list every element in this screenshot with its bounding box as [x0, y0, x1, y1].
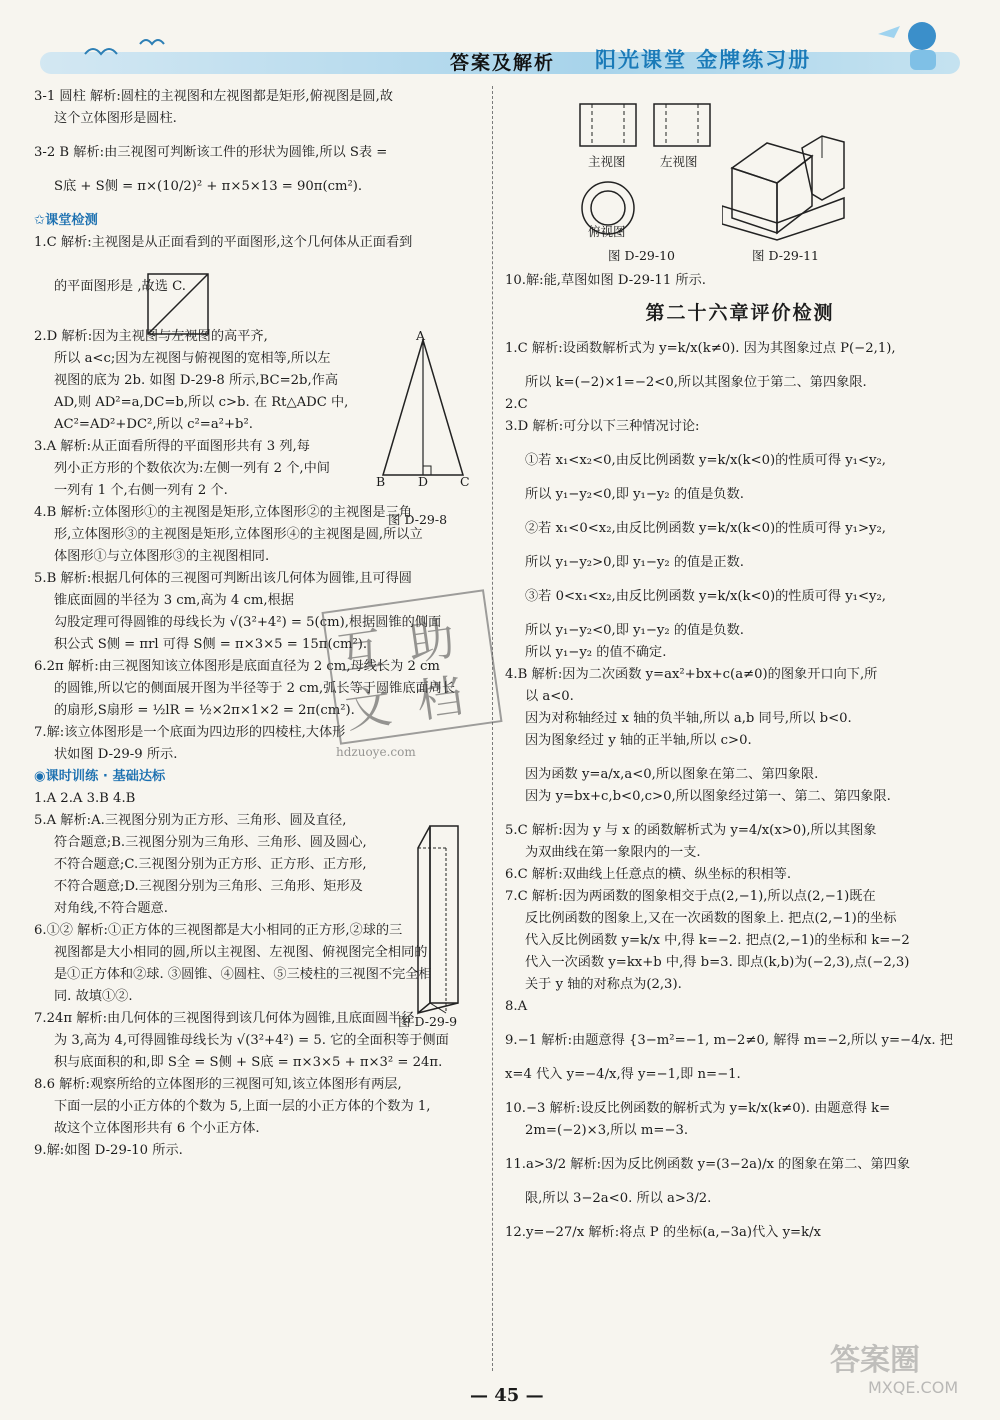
text-line: 锥底面圆的半径为 3 cm,高为 4 cm,根据 — [54, 593, 294, 608]
text-line: 这个立体图形是圆柱. — [54, 111, 177, 126]
text-line: 8.6 解析:观察所给的立体图形的三视图可知,该立体图形有两层, — [34, 1077, 402, 1092]
text-line: 的扇形,S扇形 = ½lR = ½×2π×1×2 = 2π(cm²). — [54, 703, 355, 718]
text-line: 符合题意;B.三视图分别为三角形、三角形、圆及圆心, — [54, 835, 367, 850]
header-brand: 阳光课堂 金牌练习册 — [595, 48, 812, 72]
text-line: 所以 k=(−2)×1=−2<0,所以其图象位于第二、第四象限. — [525, 375, 867, 390]
text-line: 6.2π 解析:由三视图知该立体图形是底面直径为 2 cm,母线长为 2 cm — [34, 659, 440, 674]
text-line: 的圆锥,所以它的侧面展开图为半径等于 2 cm,弧长等于圆锥底面周长 — [54, 681, 456, 696]
text-line: 体图形①与立体图形③的主视图相同. — [54, 549, 270, 564]
text-line: 11.a>3/2 解析:因为反比例函数 y=(3−2a)/x 的图象在第二、第四象 — [505, 1157, 911, 1172]
star-icon: ✩ — [34, 213, 46, 228]
text-line: 9.解:如图 D-29-10 所示. — [34, 1143, 183, 1158]
text-line: 5.A 解析:A.三视图分别为正方形、三角形、圆及直径, — [34, 813, 347, 828]
text-line: 故这个立体图形共有 6 个小正方体. — [54, 1121, 260, 1136]
text-line: 反比例函数的图象上,又在一次函数的图象上. 把点(2,−1)的坐标 — [525, 911, 897, 926]
text-line: 因为 y=bx+c,b<0,c>0,所以图象经过第一、第二、第四象限. — [525, 789, 891, 804]
text-line: 视图都是大小相同的圆,所以主视图、左视图、俯视图完全相同的 — [54, 945, 428, 960]
text-line: 所以 y₁−y₂>0,即 y₁−y₂ 的值是正数. — [525, 555, 744, 570]
text-line: 列小正方形的个数依次为:左侧一列有 2 个,中间 — [54, 461, 330, 476]
label-top-view: 俯视图 — [588, 224, 626, 239]
text-line: 2.D 解析:因为主视图与左视图的高平齐, — [34, 329, 268, 344]
label-b: B — [376, 474, 386, 489]
book-icon: ◉ — [34, 769, 46, 784]
text-line: 2m=(−2)×3,所以 m=−3. — [525, 1123, 689, 1138]
header-title: 答案及解析 — [450, 52, 556, 74]
text-line: 所以 y₁−y₂<0,即 y₁−y₂ 的值是负数. — [525, 487, 744, 502]
text-line: 以 a<0. — [525, 689, 574, 704]
right-column — [505, 270, 975, 1244]
text-line: 积公式 S侧 = πrl 可得 S侧 = π×3×5 = 15π(cm²). — [54, 637, 368, 652]
figure-caption-d29-11: 图 D-29-11 — [752, 248, 819, 263]
section-heading-class-check: ✩课堂检测 — [34, 213, 98, 228]
stamp-url: hdzuoye.com — [336, 745, 416, 759]
section-heading-practice: ◉课时训练 · 基础达标 — [34, 769, 166, 784]
text-line: 所以 a<c;因为左视图与俯视图的宽相等,所以左 — [54, 351, 331, 366]
text-line: 所以 y₁−y₂ 的值不确定. — [525, 645, 667, 660]
text-line: 4.B 解析:因为二次函数 y=ax²+bx+c(a≠0)的图象开口向下,所 — [505, 667, 878, 682]
text-line: 不符合题意;D.三视图分别为三角形、三角形、矩形及 — [54, 879, 363, 894]
text-line: 8.A — [505, 999, 528, 1014]
corner-watermark-url: MXQE.COM — [868, 1378, 959, 1397]
text-line: 一列有 1 个,右侧一列有 2 个. — [54, 483, 228, 498]
chapter-title: 第二十六章评价检测 — [645, 302, 835, 324]
text-line: 1.C 解析:设函数解析式为 y=k/x(k≠0). 因为其图象过点 P(−2,1), — [505, 341, 896, 356]
label-d: D — [418, 474, 429, 489]
mascot-icon — [870, 16, 950, 76]
text-line: 4.B 解析:立体图形①的主视图是矩形,立体图形②的主视图是三角 — [34, 505, 412, 520]
text-line: 3-1 圆柱 解析:圆柱的主视图和左视图都是矩形,俯视图是圆,故 — [34, 89, 393, 104]
text-line: 形,立体图形③的主视图是矩形,立体图形④的主视图是圆,所以立 — [54, 527, 423, 542]
text-line: 是①正方体和②球. ③圆锥、④圆柱、⑤三棱柱的三视图不完全相 — [54, 967, 432, 982]
page-number: — 45 — — [470, 1385, 544, 1406]
text-line: 7.24π 解析:由几何体的三视图得到该几何体为圆锥,且底面圆半径 — [34, 1011, 415, 1026]
three-views-figure-d29-10 — [578, 100, 718, 240]
text-line: 为双曲线在第一象限内的一支. — [525, 845, 701, 860]
text-line: x=4 代入 y=−4/x,得 y=−1,即 n=−1. — [505, 1067, 741, 1082]
text-line: 6.C 解析:双曲线上任意点的横、纵坐标的积相等. — [505, 867, 792, 882]
text-line: 7.解:该立体图形是一个底面为四边形的四棱柱,大体形 — [34, 725, 346, 740]
figure-caption-d29-10: 图 D-29-10 — [608, 248, 675, 263]
text-line: 因为函数 y=a/x,a<0,所以图象在第二、第四象限. — [525, 767, 819, 782]
column-divider — [492, 86, 493, 1371]
text-line: 因为图象经过 y 轴的正半轴,所以 c>0. — [525, 733, 752, 748]
text-line: ②若 x₁<0<x₂,由反比例函数 y=k/x(k<0)的性质可得 y₁>y₂, — [525, 521, 886, 536]
text-line: S底 + S侧 = π×(10/2)² + π×5×13 = 90π(cm²). — [54, 179, 363, 194]
text-line: 不符合题意;C.三视图分别为正方形、正方形、正方形, — [54, 857, 367, 872]
corner-watermark: 答案圈 — [830, 1343, 920, 1378]
text-line: 5.B 解析:根据几何体的三视图可判断出该几何体为圆锥,且可得圆 — [34, 571, 412, 586]
page-header — [40, 30, 960, 76]
text-line: 3.D 解析:可分以下三种情况讨论: — [505, 419, 700, 434]
label-c: C — [460, 474, 470, 489]
label-left-view: 左视图 — [660, 154, 698, 169]
text-line: 1.A 2.A 3.B 4.B — [34, 791, 136, 806]
text-line: 下面一层的小正方体的个数为 5,上面一层的小正方体的个数为 1, — [54, 1099, 431, 1114]
text-line: 1.C 解析:主视图是从正面看到的平面图形,这个几何体从正面看到 — [34, 235, 413, 250]
text-line: 对角线,不符合题意. — [54, 901, 168, 916]
text-line: 9.−1 解析:由题意得 {3−m²=−1, m−2≠0, 解得 m=−2,所以 y=−4/x. 把 — [505, 1033, 953, 1048]
triangle-figure-d29-8 — [368, 330, 478, 490]
sketch-figure-d29-11 — [722, 128, 852, 243]
text-line: 为 3,高为 4,可得圆锥母线长为 √(3²+4²) = 5. 它的全面积等于侧面 — [54, 1033, 449, 1048]
figure-caption-d29-9: 图 D-29-9 — [398, 1014, 458, 1029]
text-line: 6.①② 解析:①正方体的三视图都是大小相同的正方形,②球的三 — [34, 923, 403, 938]
text-line: 代入一次函数 y=kx+b 中,得 b=3. 即点(k,b)为(−2,3),点(−2,3) — [525, 955, 910, 970]
text-line: 5.C 解析:因为 y 与 x 的函数解析式为 y=4/x(x>0),所以其图象 — [505, 823, 877, 838]
text-line: 代入反比例函数 y=k/x 中,得 k=−2. 把点(2,−1)的坐标和 k=−2 — [525, 933, 910, 948]
text-line: 10.解:能,草图如图 D-29-11 所示. — [505, 273, 706, 288]
text-line: 所以 y₁−y₂<0,即 y₁−y₂ 的值是负数. — [525, 623, 744, 638]
text-line: 3-2 B 解析:由三视图可判断该工件的形状为圆锥,所以 S表 = — [34, 145, 388, 160]
figure-caption-d29-8: 图 D-29-8 — [388, 512, 448, 527]
text-line: 7.C 解析:因为两函数的图象相交于点(2,−1),所以点(2,−1)既在 — [505, 889, 876, 904]
text-line: 3.A 解析:从正面看所得的平面图形共有 3 列,每 — [34, 439, 310, 454]
text-line: 勾股定理可得圆锥的母线长为 √(3²+4²) = 5(cm),根据圆锥的侧面 — [54, 615, 442, 630]
text-line: AC²=AD²+DC²,所以 c²=a²+b². — [54, 417, 253, 432]
text-line: 12.y=−27/x 解析:将点 P 的坐标(a,−3a)代入 y=k/x — [505, 1225, 821, 1240]
label-a: A — [416, 328, 426, 343]
text-line: 的平面图形是 ,故选 C. — [54, 279, 186, 294]
text-line: 2.C — [505, 397, 528, 412]
text-line: AD,则 AD²=a,DC=b,所以 c>b. 在 Rt△ADC 中, — [54, 395, 349, 410]
text-line: 视图的底为 2b. 如图 D-29-8 所示,BC=2b,作高 — [54, 373, 339, 388]
text-line: 关于 y 轴的对称点为(2,3). — [525, 977, 682, 992]
prism-figure-d29-9 — [410, 818, 470, 1018]
stamp-watermark: 互 助 文 档 — [321, 589, 502, 745]
text-line: 因为对称轴经过 x 轴的负半轴,所以 a,b 同号,所以 b<0. — [525, 711, 852, 726]
text-line: 10.−3 解析:设反比例函数的解析式为 y=k/x(k≠0). 由题意得 k= — [505, 1101, 891, 1116]
bird-icon — [80, 32, 190, 62]
text-line: 状如图 D-29-9 所示. — [54, 747, 178, 762]
label-main-view: 主视图 — [588, 154, 626, 169]
text-line: 积与底面积的和,即 S全 = S侧 + S底 = π×3×5 + π×3² = 24π. — [54, 1055, 443, 1070]
text-line: ③若 0<x₁<x₂,由反比例函数 y=k/x(k<0)的性质可得 y₁<y₂, — [525, 589, 886, 604]
text-line: 同. 故填①②. — [54, 989, 133, 1004]
square-diagonal-figure — [146, 272, 210, 336]
text-line: 限,所以 3−2a<0. 所以 a>3/2. — [525, 1191, 712, 1206]
text-line: ①若 x₁<x₂<0,由反比例函数 y=k/x(k<0)的性质可得 y₁<y₂, — [525, 453, 886, 468]
